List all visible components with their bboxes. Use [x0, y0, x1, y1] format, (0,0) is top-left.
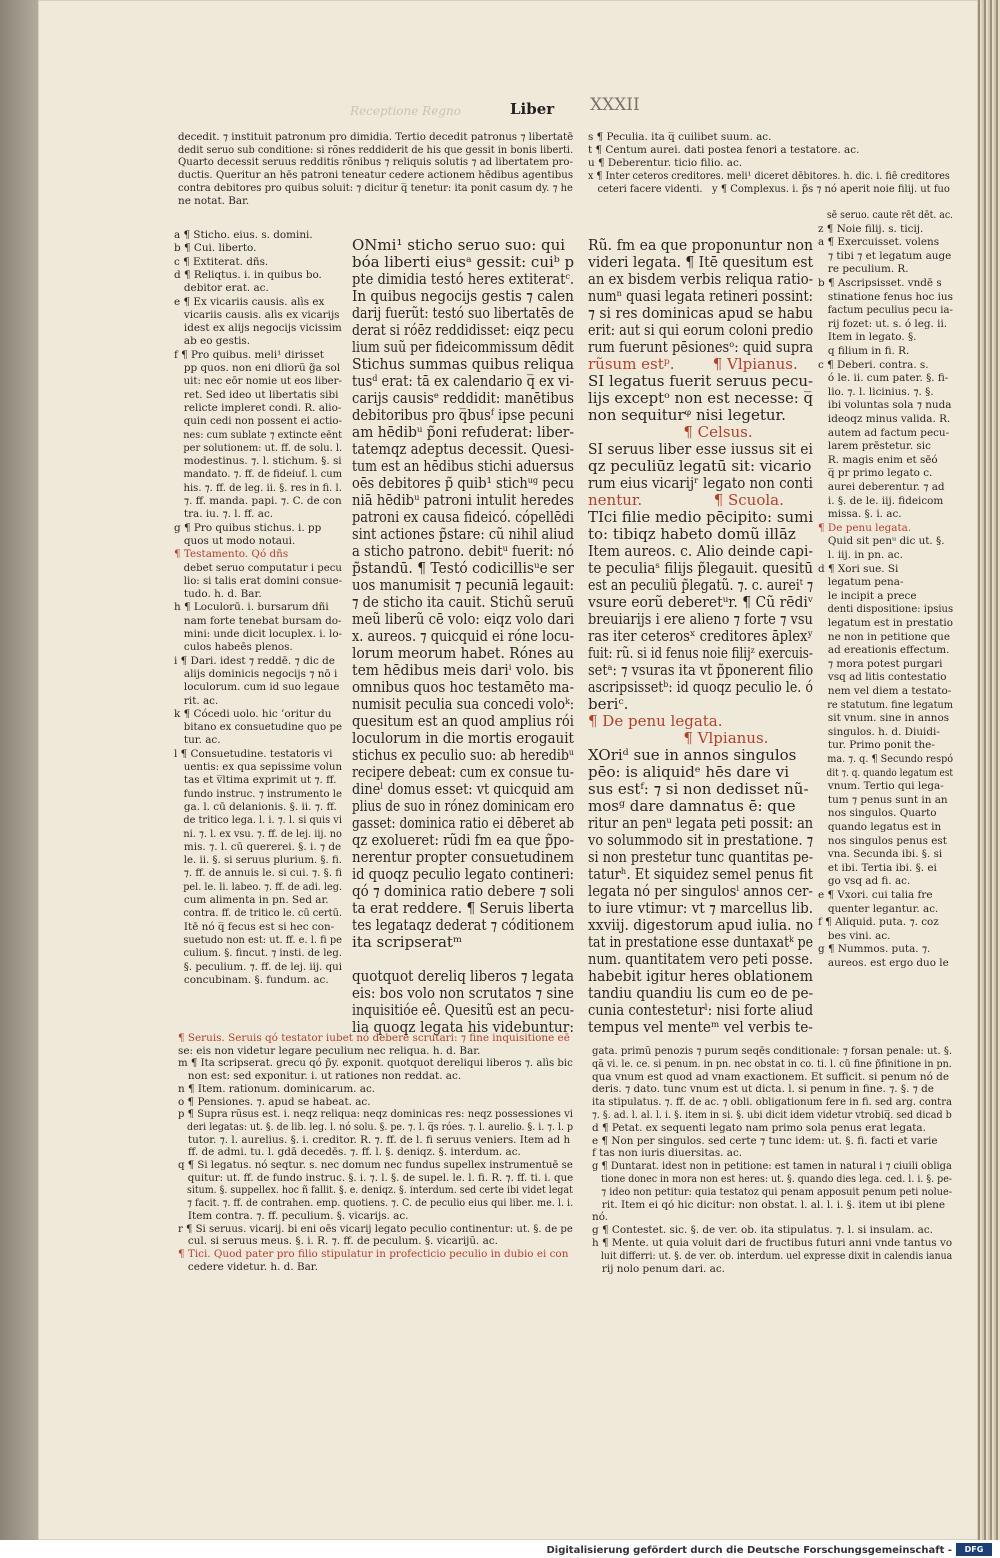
main-col1-line: am hēdibᵘ p̃oni refuderat: liber-	[352, 423, 575, 441]
main-col1-line: id quoqz peculio legato contineri:	[352, 865, 575, 883]
page-edges	[978, 0, 1000, 1540]
top-right-gloss-line: ceteri facere videnti. y ¶ Complexus. i. p̃s ⁊ nó aperit noie filij. ut fuo	[588, 183, 950, 195]
left-gloss-line: Itē nó q̅ fecus est si hec con-	[174, 920, 335, 933]
top-gloss-line: Quarto decessit seruus redditis rõnibus ⁊ reliquis solutis ⁊ ad libertatem pro-	[178, 156, 573, 169]
main-col2-line: ¶ De penu legata.	[588, 712, 723, 730]
left-gloss-line: ⁊. ff. manda. papi. ⁊. C. de con	[174, 495, 342, 507]
main-col1-line: carijs causisᵉ reddidit: manētibus	[352, 389, 574, 407]
right-gloss-line: quando legatus est in	[818, 821, 942, 833]
main-col2-line: si non prestetur tunc quantitas pe-	[588, 848, 814, 866]
left-gloss-line: vicariis causis. alìs ex vicarijs	[174, 308, 340, 321]
main-col2-line: SI seruus liber esse iussus sit ei	[588, 440, 813, 458]
main-col2-line: ras iter ceterosˣ creditores āplexʸ	[588, 627, 814, 645]
left-gloss-line: a ¶ Sticho. eius. s. domini.	[174, 229, 313, 241]
right-gloss-line: le incipit a prece	[818, 589, 917, 602]
right-gloss-line: larem prēstetur. sic	[818, 440, 931, 453]
running-head: Liber	[510, 100, 555, 118]
main-col2-line: XOriᵈ sue in annos singulos	[588, 746, 797, 764]
main-col2-line: rum eius vicarijʳ legato non conti	[588, 474, 813, 492]
bottom-right-gloss-line: h ¶ Mente. ut quia voluit dari de fructibus futuri anni vnde tantus vo	[592, 1237, 953, 1249]
main-col2-line: habebit igitur heres oblationem	[588, 967, 813, 985]
main-col1-line: inquisitióe eê. Quesitũ est an pecu-	[352, 1001, 575, 1019]
main-col2-line: SI legatus fuerit seruus pecu-	[588, 372, 814, 390]
right-gloss-line: lio. ⁊. l. licinius. ⁊. §.	[818, 385, 934, 398]
main-col2-line: num. quantitatem vero peti posse.	[588, 950, 814, 968]
left-gloss-line: uit: nec eōr nomie ut eos liber-	[174, 375, 342, 388]
top-right-gloss-line: s ¶ Peculia. ita q̅ cuilibet suum. ac.	[588, 131, 772, 143]
main-col2-line: non sequiturᵠ nisi legetur.	[588, 406, 786, 424]
left-gloss-line: c ¶ Extiterat. dñs.	[174, 255, 269, 268]
main-col2-line: to: tibiqz habeto domũ illāz	[588, 525, 796, 543]
main-col2-line: sus estᶠ: ⁊ si non dedisset nũ-	[588, 780, 809, 798]
right-gloss-line: aureos. est ergo duo le	[818, 957, 949, 969]
main-col1-line: patroni ex causa fideicó. cópellēdi	[352, 508, 574, 526]
bottom-left-gloss-line: p ¶ Supra rũsus est. i. neqz reliqua: neqz dominicas res: neqz possessiones vi	[178, 1108, 573, 1121]
left-gloss-line: pel. le. li. labeo. ⁊. ff. de adi. leg.	[174, 880, 343, 893]
left-gloss-line: tas et v̅ltima exprimit ut ⁊. ff.	[174, 774, 337, 787]
main-col1-line: stichus ex peculio suo: ab heredibᵘ	[352, 746, 574, 764]
main-col1-line: dineˡ domus esset: vt quicquid am	[352, 780, 574, 798]
right-gloss-line: vnum. Tertio qui lega-	[818, 780, 944, 793]
main-col1-line: niā hēdibᵘ patroni intulit heredes	[352, 491, 574, 509]
left-gloss-line: le. ii. §. si seruus plurium. §. fi.	[174, 854, 343, 867]
left-gloss-line: tur. ac.	[174, 734, 221, 747]
bottom-left-gloss-line: ff. de admi. tu. l. gdā decedēs. ⁊. ff. l. §. deniqz. §. interdum. ac.	[178, 1146, 521, 1159]
left-gloss-line: rit. ac.	[174, 694, 219, 707]
main-col1-line: tem hēdibus meis dariⁱ volo. bis	[352, 661, 574, 679]
left-gloss-line: his. ⁊. ff. de leg. ii. §. res in fi. l.	[174, 481, 342, 494]
right-gloss-line: z ¶ Noie filij. s. ticij.	[818, 222, 924, 235]
main-col1-line: gasset: dominica ratio ei dēberet ab	[352, 814, 575, 832]
right-gloss-line: ne non in petitione que	[818, 630, 951, 643]
right-gloss-line: ma. ⁊. q. ¶ Secundo respó	[818, 753, 954, 765]
right-gloss-line: b ¶ Ascripsisset. vndē s	[818, 277, 942, 289]
right-gloss-line: autem ad factum pecu-	[818, 426, 950, 439]
main-col2-line: lijs exceptᵒ non est necesse: q̅	[588, 389, 814, 407]
bottom-left-gloss-line: quitur: ut. ff. de fundo instruc. §. i. ⁊. l. §. de supel. le. l. fi. R. ⁊. ff. ti. i. que	[178, 1171, 574, 1184]
right-gloss-line: rij fozet: ut. s. ó leg. ii.	[818, 317, 948, 330]
main-col2-line: rum fuerunt pēsionesᵒ: quid supra	[588, 338, 814, 356]
main-col2-line: xxviij. digestorum apud iulia. no	[588, 916, 814, 934]
main-col1-line: tusᵈ erat: tā ex calendario q̅ ex vi-	[352, 372, 574, 390]
top-gloss-line: dedit seruo sub conditione: si rõnes reddiderit de his que gessit in bonis liberti.	[178, 143, 574, 156]
main-col2-line: ritur an penᵘ legata peti possit: an	[588, 814, 814, 832]
main-col2-line: erit: aut si qui eorum coloni predio	[588, 321, 814, 339]
left-gloss-line: modestinus. ⁊. l. stichum. §. si	[174, 455, 342, 468]
left-gloss-line: suetudo non est: ut. ff. e. l. fi pe	[174, 933, 342, 946]
main-col1-line: lia quoqz legata his videbuntur:	[352, 1018, 575, 1036]
main-col2-line: tat in prestatione esse duntaxatᵏ pe	[588, 933, 814, 951]
main-col2-line: beriᶜ.	[588, 695, 629, 713]
main-col2-line: est an peculiũ p̃legatũ. ⁊. c. aureiᵗ ⁊	[588, 576, 814, 594]
right-gloss-line: ad ereationis effectum.	[818, 644, 950, 657]
left-gloss-line: debet seruo computatur i pecu	[174, 561, 342, 574]
main-col1-line: numisit peculia sua concedi voloᵏ:	[352, 695, 575, 713]
main-col1-line: ONmi¹ sticho seruo suo: qui	[352, 236, 566, 254]
bottom-left-gloss-line: situm. §. suppellex. hoc ñ fallit. §. e. deniqz. §. interdum. sed certe ibi videt legat	[178, 1184, 573, 1197]
main-col1-line: tatemqz adeptus decessit. Quesi-	[352, 440, 575, 458]
left-gloss-line: per solutionem: ut. ff. de solu. l.	[174, 441, 343, 454]
main-col2-line: fuit: rũ. si id fenus noie filijᶻ exercuis-	[588, 644, 813, 662]
bleed-through-text: Receptione Regno	[350, 104, 461, 118]
main-col1-line: pte dimidia testó heres extiteratᶜ.	[352, 270, 575, 288]
bottom-right-gloss-line: ⁊. §. ad. l. al. l. i. §. item in si. §. ubi dicit idem videtur vtrobiq̅. sed dicad b	[592, 1109, 952, 1121]
bottom-right-gloss-line: gata. primũ penozis ⁊ purum seqēs conditionale: ⁊ forsan penale: ut. §.	[592, 1045, 953, 1057]
left-gloss-line: de tritico lega. l. i. ⁊. l. si quis vi	[174, 814, 342, 827]
right-gloss-line: i. §. de le. iij. fideicom	[818, 494, 944, 507]
right-gloss-line: factum peculius pecu ia-	[818, 304, 953, 317]
bottom-left-gloss-line: r ¶ Si seruus. vicarij. bi eni oēs vicarij legato peculio continentur: ut. §. de pe	[178, 1222, 573, 1235]
left-gloss-line: mini: unde dicit locuplex. i. lo-	[174, 628, 342, 640]
main-col2-line: breuiarijs i ere alieno ⁊ forte ⁊ vsu	[588, 610, 813, 628]
bottom-right-gloss-line: tione donec in mora non est heres: ut. §. quando dies lega. ced. l. i. §. pe-	[592, 1173, 953, 1185]
right-gloss-line: a ¶ Exercuisset. volens	[818, 236, 940, 249]
main-col1-line: lium suũ per fideicommissum dēdit	[352, 338, 574, 356]
left-gloss-line: e ¶ Ex vicariis causis. alìs ex	[174, 295, 325, 308]
bottom-left-gloss-line: se: eis non videtur legare peculium nec reliqua. h. d. Bar.	[178, 1044, 481, 1057]
main-col1-line: oēs debitores p̃ quib¹ stichᵘᵍ pecu	[352, 474, 575, 492]
bottom-right-gloss-line: ⁊ ideo non petitur: quia testatoz qui penam apposuit penum peti nolue-	[592, 1185, 953, 1198]
bottom-right-gloss-line: g ¶ Contestet. sic. §. de ver. ob. ita stipulatus. ⁊. l. si insulam. ac.	[592, 1224, 933, 1237]
left-gloss-line: alijs dominicis negocijs ⁊ nō i	[174, 667, 338, 680]
top-gloss-line: decedit. ⁊ instituit patronum pro dimidia. Tertio decedit patronus ⁊ libertatē	[178, 131, 574, 143]
left-gloss-line: mandato. ⁊. ff. de fideiuf. l. cum	[174, 468, 343, 481]
right-gloss-line: legatum est in prestatio	[818, 617, 953, 629]
main-col2-line: Rũ. fm ea que proponuntur non	[588, 236, 814, 254]
top-right-gloss-line: t ¶ Centum aurei. dati postea fenori a testatore. ac.	[588, 144, 860, 156]
main-col2-line: tempus vel menteᵐ vel verbis te-	[588, 1018, 813, 1036]
main-col2-line: an ex bisdem verbis reliqua ratio-	[588, 270, 814, 288]
right-gloss-line: go vsq ad fi. ac.	[818, 875, 911, 888]
main-col2-line: rũsum estᵖ. ¶ Vlpianus.	[588, 355, 798, 373]
footer-credit: Digitalisierung gefördert durch die Deutsche Forschungsgemeinschaft -	[546, 1545, 952, 1556]
main-col1-line: loculorum in die mortis erogauit	[352, 729, 574, 747]
main-col1-line: plius de suo in rónez dominicam ero	[352, 797, 575, 815]
left-gloss-line: ⁊. ff. de annuis le. si cui. ⁊. §. fi	[174, 867, 343, 880]
left-gloss-line: culium. §. fincut. ⁊ insti. de leg.	[174, 947, 342, 960]
left-gloss-line: bitano ex consuetudine quo pe	[174, 721, 343, 734]
left-gloss-line: f ¶ Pro quibus. meli¹ dirisset	[174, 348, 324, 361]
left-gloss-line: culos habeēs plenos.	[174, 641, 293, 654]
left-gloss-line: pp quos. non eni dliorũ g̃a sol	[174, 362, 341, 374]
bottom-left-gloss-line: Item contra. ⁊. ff. peculium. §. vicarijs. ac.	[178, 1209, 409, 1222]
left-gloss-line: loculorum. cum id suo legaue	[174, 681, 340, 694]
right-gloss-line: ¶ De penu legata.	[818, 521, 912, 534]
main-col2-line: legata nó per singulosⁱ annos cer-	[588, 882, 813, 900]
right-gloss-line: ó le. ii. cum pater. §. fi-	[818, 372, 949, 385]
bottom-right-gloss-line: rit. Item ei qó hic dicitur: non obstat. l. al. l. i. §. item ut ibi plene	[592, 1198, 946, 1211]
left-gloss-line: h ¶ Loculorū. i. bursarum dñi	[174, 601, 329, 614]
main-col1-line: sint actiones p̃stare: cũ nihil aliud	[352, 525, 574, 543]
main-col1-line: bóa liberti eiusᵃ gessit: cuiᵇ p	[352, 253, 575, 271]
right-gloss-line: re statutum. fine legatum	[818, 698, 953, 711]
main-col2-line: ascripsissetᵇ: id quoqz peculio le. ó	[588, 678, 813, 696]
left-gloss-line: ab eo gestis.	[174, 335, 251, 348]
right-gloss-line: e ¶ Vxori. cui talia fre	[818, 889, 933, 901]
main-col1-line: ⁊ de sticho ita cauit. Stichũ seruū	[352, 593, 575, 611]
right-gloss-line: Quid sit penᵘ dic ut. §.	[818, 535, 945, 548]
main-col2-line: nentur. ¶ Scuola.	[588, 491, 784, 509]
left-gloss-line: concubinam. §. fundum. ac.	[174, 973, 329, 986]
left-gloss-line: uentis: ex qua sepissime volun	[174, 761, 343, 773]
right-gloss-line: bes vini. ac.	[818, 929, 891, 942]
main-col2-line: tandiu quandiu lis cum eo de pe-	[588, 984, 814, 1002]
bottom-right-gloss-line: deris. ⁊ dato. tunc vnum est ut dicta. l. si penum in fine. ⁊. §. ⁊ de	[592, 1083, 934, 1096]
main-col2-line: mosᵍ dare damnatus ē: que	[588, 797, 796, 815]
bottom-left-gloss-line: o ¶ Pensiones. ⁊. apud se habeat. ac.	[178, 1095, 371, 1108]
left-gloss-line: relicte impleret condi. R. alio-	[174, 401, 342, 414]
right-gloss-line: q filium in fi. R.	[818, 345, 910, 357]
main-col2-line: to iure vtimur: vt ⁊ marcellus lib.	[588, 899, 814, 917]
bottom-left-gloss-line: tutor. ⁊. l. aurelius. §. i. creditor. R. ⁊. ff. de l. fi seruus veniers. Item ad h	[178, 1133, 571, 1146]
left-gloss-line: quos ut modo notaui.	[174, 534, 296, 547]
left-gloss-line: d ¶ Reliqtus. i. in quibus bo.	[174, 268, 322, 281]
bottom-left-gloss-line: ⁊ facit. ⁊. ff. de contrahen. emp. quotiens. ⁊. C. de peculio eius qui liber. me. l. i.	[178, 1197, 574, 1210]
main-col2-line: setᵃ: ⁊ vsuras ita vt p̃ponerent filio	[588, 661, 814, 679]
right-gloss-line: stinatione fenus hoc ius	[818, 290, 953, 303]
main-col1-line: lorum meorum habet. Rónes au	[352, 644, 574, 662]
right-gloss-line: nos singulos penus est	[818, 834, 947, 847]
main-col1-line: quesitum est an quod amplius rói	[352, 712, 574, 730]
left-gloss-line: cum alimenta in pn. Sed ar.	[174, 894, 329, 906]
right-gloss-line: denti dispositione: ipsius	[818, 603, 954, 616]
main-col2-line: te peculiaˢ filijs p̃legauit. quesitū	[588, 559, 814, 577]
main-col1-line: uos manumisit ⁊ pecuniā legauit:	[352, 576, 575, 594]
right-gloss-line: sit vnum. sine in annos	[818, 712, 950, 725]
main-col1-line: p̃standū. ¶ Testó codicillisᵘe ser	[352, 559, 575, 577]
main-col2-line: videri legata. ¶ Itē quesitum est	[588, 253, 814, 271]
left-gloss-line: lio: si talis erat domini consue-	[174, 574, 343, 587]
left-gloss-line: tudo. h. d. Bar.	[174, 588, 262, 601]
main-col2-line: TIci filie medio pēcipito: sumi	[588, 508, 814, 526]
left-gloss-line: quin cedi non possent ei actio-	[174, 415, 342, 428]
main-col1-line: x. aureos. ⁊ quicquid ei róne locu-	[352, 627, 574, 645]
bottom-right-gloss-line: e ¶ Non per singulos. sed certe ⁊ tunc idem: ut. §. fi. facti et varie	[592, 1134, 938, 1147]
right-gloss-line: R. magis enim et sēó	[818, 453, 938, 466]
main-col1-line: meũ liberũ cē volo: eiqz volo dari	[352, 610, 575, 628]
bottom-left-gloss-line: n ¶ Item. rationum. dominicarum. ac.	[178, 1082, 376, 1095]
right-gloss-line: f ¶ Aliquid. puta. ⁊. coz	[818, 916, 939, 929]
right-gloss-line: l. iij. in pn. ac.	[818, 549, 903, 561]
main-col1-line: derat si róēz reddidisset: eiqz pecu	[352, 321, 574, 339]
right-gloss-line: vna. Secunda ibi. §. si	[818, 848, 943, 861]
bottom-left-gloss-line: cul. si seruus meus. §. i. R. ⁊. ff. de peculum. §. vicarijũ. ac.	[178, 1235, 498, 1248]
bottom-right-gloss-line: luit differri: ut. §. de ver. ob. interdum. uel expresse dixit in calendis ianua	[592, 1249, 953, 1262]
left-gloss-line: idest ex alijs negocijs vicissim	[174, 322, 342, 335]
left-gloss-line: tra. iu. ⁊. l. ff. ac.	[174, 508, 274, 521]
main-col2-line: pēo: is aliquidᵉ hēs dare vi	[588, 763, 790, 781]
main-col1-line: quotquot dereliq liberos ⁊ legata	[352, 967, 575, 985]
left-gloss-line: §. peculium. ⁊. ff. de lej. iij. qui	[174, 960, 343, 973]
right-gloss-line: ibi voluntas sola ⁊ nuda	[818, 399, 952, 412]
left-gloss-line: mis. ⁊. l. cū quererei. §. i. ⁊ de	[174, 840, 342, 853]
top-gloss-line: ductis. Queritur an hēs patroni teneatur cedere actionem hēdibus agentibus	[178, 169, 574, 182]
main-col1-line: nerentur propter consuetudinem	[352, 848, 575, 866]
left-gloss-line: ga. l. cū delanionis. §. ii. ⁊. ff.	[174, 800, 337, 813]
main-col1-line: recipere debeat: cum ex consue tu-	[352, 763, 574, 781]
main-col2-line: cunia contesteturˡ: nisi forte aliud	[588, 1001, 814, 1019]
left-gloss-line: l ¶ Consuetudine. testatoris vi	[174, 747, 333, 760]
main-col1-line: tum est an hēdibus stichi aduersus	[352, 457, 574, 475]
right-gloss-line: et ibi. Tertia ibi. §. ei	[818, 861, 937, 874]
bottom-right-gloss-line: ita stipulatus. ⁊. ff. de ac. ⁊ obli. obligationum fere in fi. sed arg. contra	[592, 1096, 952, 1109]
right-gloss-line: legatum pena-	[818, 576, 904, 589]
bottom-right-gloss-line: qua vnum est quod ad vnam exactionem. Et sufficit. si penum nó de	[592, 1070, 949, 1083]
left-gloss-line: ret. Sed ideo ut libertatis sibi	[174, 388, 339, 401]
bottom-left-gloss-line: q ¶ Si legatus. nó seqtur. s. nec domum nec fundus supellex instrumentuē se	[178, 1159, 573, 1171]
right-gloss-line: singulos. h. d. Diuidi-	[818, 725, 940, 738]
bottom-left-gloss-line: ¶ Seruis. Seruis qó testator iubet nó debere scrutari: ⁊ fine inquisitione eē	[178, 1032, 570, 1044]
right-gloss-line: d ¶ Xori sue. Si	[818, 562, 899, 575]
right-gloss-line: aurei deberentur. ⁊ ad	[818, 481, 945, 493]
main-col1-line: Stichus summas quibus reliqua	[352, 355, 574, 373]
left-gloss-line: contra. ff. de tritico le. cū certū.	[174, 907, 342, 920]
main-col2-line: ¶ Vlpianus.	[588, 729, 769, 747]
left-gloss-line: ¶ Testamento. Qó dñs	[174, 548, 289, 561]
main-col1-line: qó ⁊ dominica ratio debere ⁊ soli	[352, 882, 574, 900]
left-gloss-line: b ¶ Cui. liberto.	[174, 242, 257, 255]
right-gloss-line: Item in legato. §.	[818, 331, 917, 344]
bottom-left-gloss-line: m ¶ Ita scripserat. grecu qó p̃y. exponit. quotquot dereliqui liberos ⁊. alìs bic	[178, 1057, 573, 1070]
bottom-right-gloss-line: nó.	[592, 1211, 609, 1224]
folio-mark: XXXII	[590, 95, 640, 115]
bottom-left-gloss-line: cedere videtur. h. d. Bar.	[178, 1260, 318, 1273]
left-gloss-line: ni. ⁊. l. ex vsu. ⁊. ff. de lej. iij. no	[174, 827, 342, 840]
right-gloss-line: dit ⁊. q. quando legatum est	[818, 766, 954, 779]
left-gloss-line: k ¶ Cócedi uolo. hic ’oritur du	[174, 707, 332, 720]
left-gloss-line: i ¶ Dari. idest ⁊ reddē. ⁊ dic de	[174, 654, 335, 667]
right-gloss-line: g ¶ Nummos. puta. ⁊.	[818, 943, 931, 956]
bottom-right-gloss-line: qã vi. le. ce. si penum. in pn. nec obstat in co. ti. l. cū fine p̃finitione in pn.	[592, 1057, 952, 1070]
right-gloss-line: missa. §. i. ac.	[818, 508, 902, 521]
right-gloss-line: sē seruo. caute rēt dēt. ac.	[818, 209, 954, 221]
main-col1-line: darij fuerũt: testó suo libertatēs de	[352, 304, 574, 322]
bottom-right-gloss-line: rij nolo penum dari. ac.	[592, 1262, 725, 1275]
bottom-right-gloss-line: d ¶ Petat. ex sequenti legato nam primo sola penus erat legata.	[592, 1121, 926, 1134]
bottom-right-gloss-line: g ¶ Duntarat. idest non in petitione: est tamen in natural i ⁊ ciuili obliga	[592, 1160, 952, 1173]
bottom-left-gloss-line: ¶ Tici. Quod pater pro filio stipulatur in profecticio peculio in dubio ei con	[178, 1247, 569, 1260]
main-col2-line: ⁊ si res dominicas apud se habu	[588, 304, 814, 322]
right-gloss-line: vsq ad litis contestatio	[818, 671, 947, 684]
left-gloss-line: nes: cum sublate ⁊ extincte eēnt	[174, 428, 342, 441]
right-gloss-line: quenter legantur. ac.	[818, 902, 939, 915]
dfg-logo: DFG	[956, 1543, 992, 1556]
right-gloss-line: ⁊ mora potest purgari	[818, 657, 943, 670]
right-gloss-line: nem vel diem a testato-	[818, 685, 952, 697]
main-col2-line: ¶ Celsus.	[588, 423, 753, 441]
main-col1-line: tes legataqz dederat ⁊ códitionem	[352, 916, 575, 934]
main-col2-line: qz peculiūz legatū sit: vicario	[588, 457, 812, 475]
main-col1-line: eis: bos volo non scrutatos ⁊ sine	[352, 984, 574, 1002]
right-gloss-line: re peculium. R.	[818, 263, 909, 276]
main-col2-line: Item aureos. c. Alio deinde capi-	[588, 542, 814, 560]
top-gloss-line: contra debitores pro quibus soluit: ⁊ dicitur q̅ tenetur: ita ponit casum dy. ⁊ he	[178, 181, 573, 194]
main-col1-line: In quibus negocijs gestis ⁊ calen	[352, 287, 574, 305]
main-col1-line: a sticho patrono. debitᵘ fuerit: nó	[352, 542, 574, 560]
main-col1-line: debitoribus pro q̅busᶠ ipse pecuni	[352, 406, 574, 424]
top-right-gloss-line: x ¶ Inter ceteros creditores. meli¹ diceret dēbitores. h. dic. i. fiē creditores	[588, 170, 950, 182]
right-gloss-line: tur. Primo ponit the-	[818, 739, 935, 752]
main-col1-line: ta erat reddere. ¶ Seruis liberta	[352, 899, 575, 917]
bottom-right-gloss-line: f tas non iuris diuersitas. ac.	[592, 1147, 743, 1160]
right-gloss-line: ideoqz minus valida. R.	[818, 413, 951, 425]
bottom-left-gloss-line: deri legatas: ut. §. de lib. leg. l. nó solu. §. pe. ⁊. l. q̅s róes. ⁊. l. aurelio. §. i. ⁊. l. p	[178, 1120, 574, 1133]
right-gloss-line: ⁊ tibi ⁊ et legatum auge	[818, 249, 952, 262]
right-gloss-line: tum ⁊ penus sunt in an	[818, 793, 948, 806]
main-col2-line: vo solummodo sit in prestatione. ⁊	[588, 831, 814, 849]
left-gloss-line: fundo instruc. ⁊ instrumento le	[174, 787, 343, 800]
main-col2-line: taturʰ. Et siquidez semel penus fit	[588, 865, 813, 883]
right-gloss-line: c ¶ Deberi. contra. s.	[818, 358, 929, 371]
left-gloss-line: nam forte tenebat bursam do-	[174, 614, 342, 627]
left-gloss-line: g ¶ Pro quibus stichus. i. pp	[174, 521, 322, 534]
main-col2-line: numⁿ quasi legata retineri possint:	[588, 287, 813, 305]
main-col2-line: vsure eorũ deberetᵘr. ¶ Cũ rēdiᵛ	[588, 593, 814, 611]
top-gloss-line: ne notat. Bar.	[178, 194, 250, 207]
main-col1-line: ita scripseratᵐ	[352, 933, 463, 951]
top-right-gloss-line: u ¶ Deberentur. ticio filio. ac.	[588, 157, 743, 169]
left-gloss-line: debitor erat. ac.	[174, 282, 269, 295]
right-gloss-line: nos singulos. Quarto	[818, 807, 937, 820]
main-col1-line: qz exolueret: rũdi fm ea que p̃po-	[352, 831, 575, 849]
bottom-left-gloss-line: non est: sed exponitur. i. ut rationes non reddat. ac.	[178, 1070, 462, 1083]
right-gloss-line: q̅ pr primo legato c.	[818, 467, 933, 480]
main-col1-line: omnibus quos hoc testamēto ma-	[352, 678, 574, 696]
